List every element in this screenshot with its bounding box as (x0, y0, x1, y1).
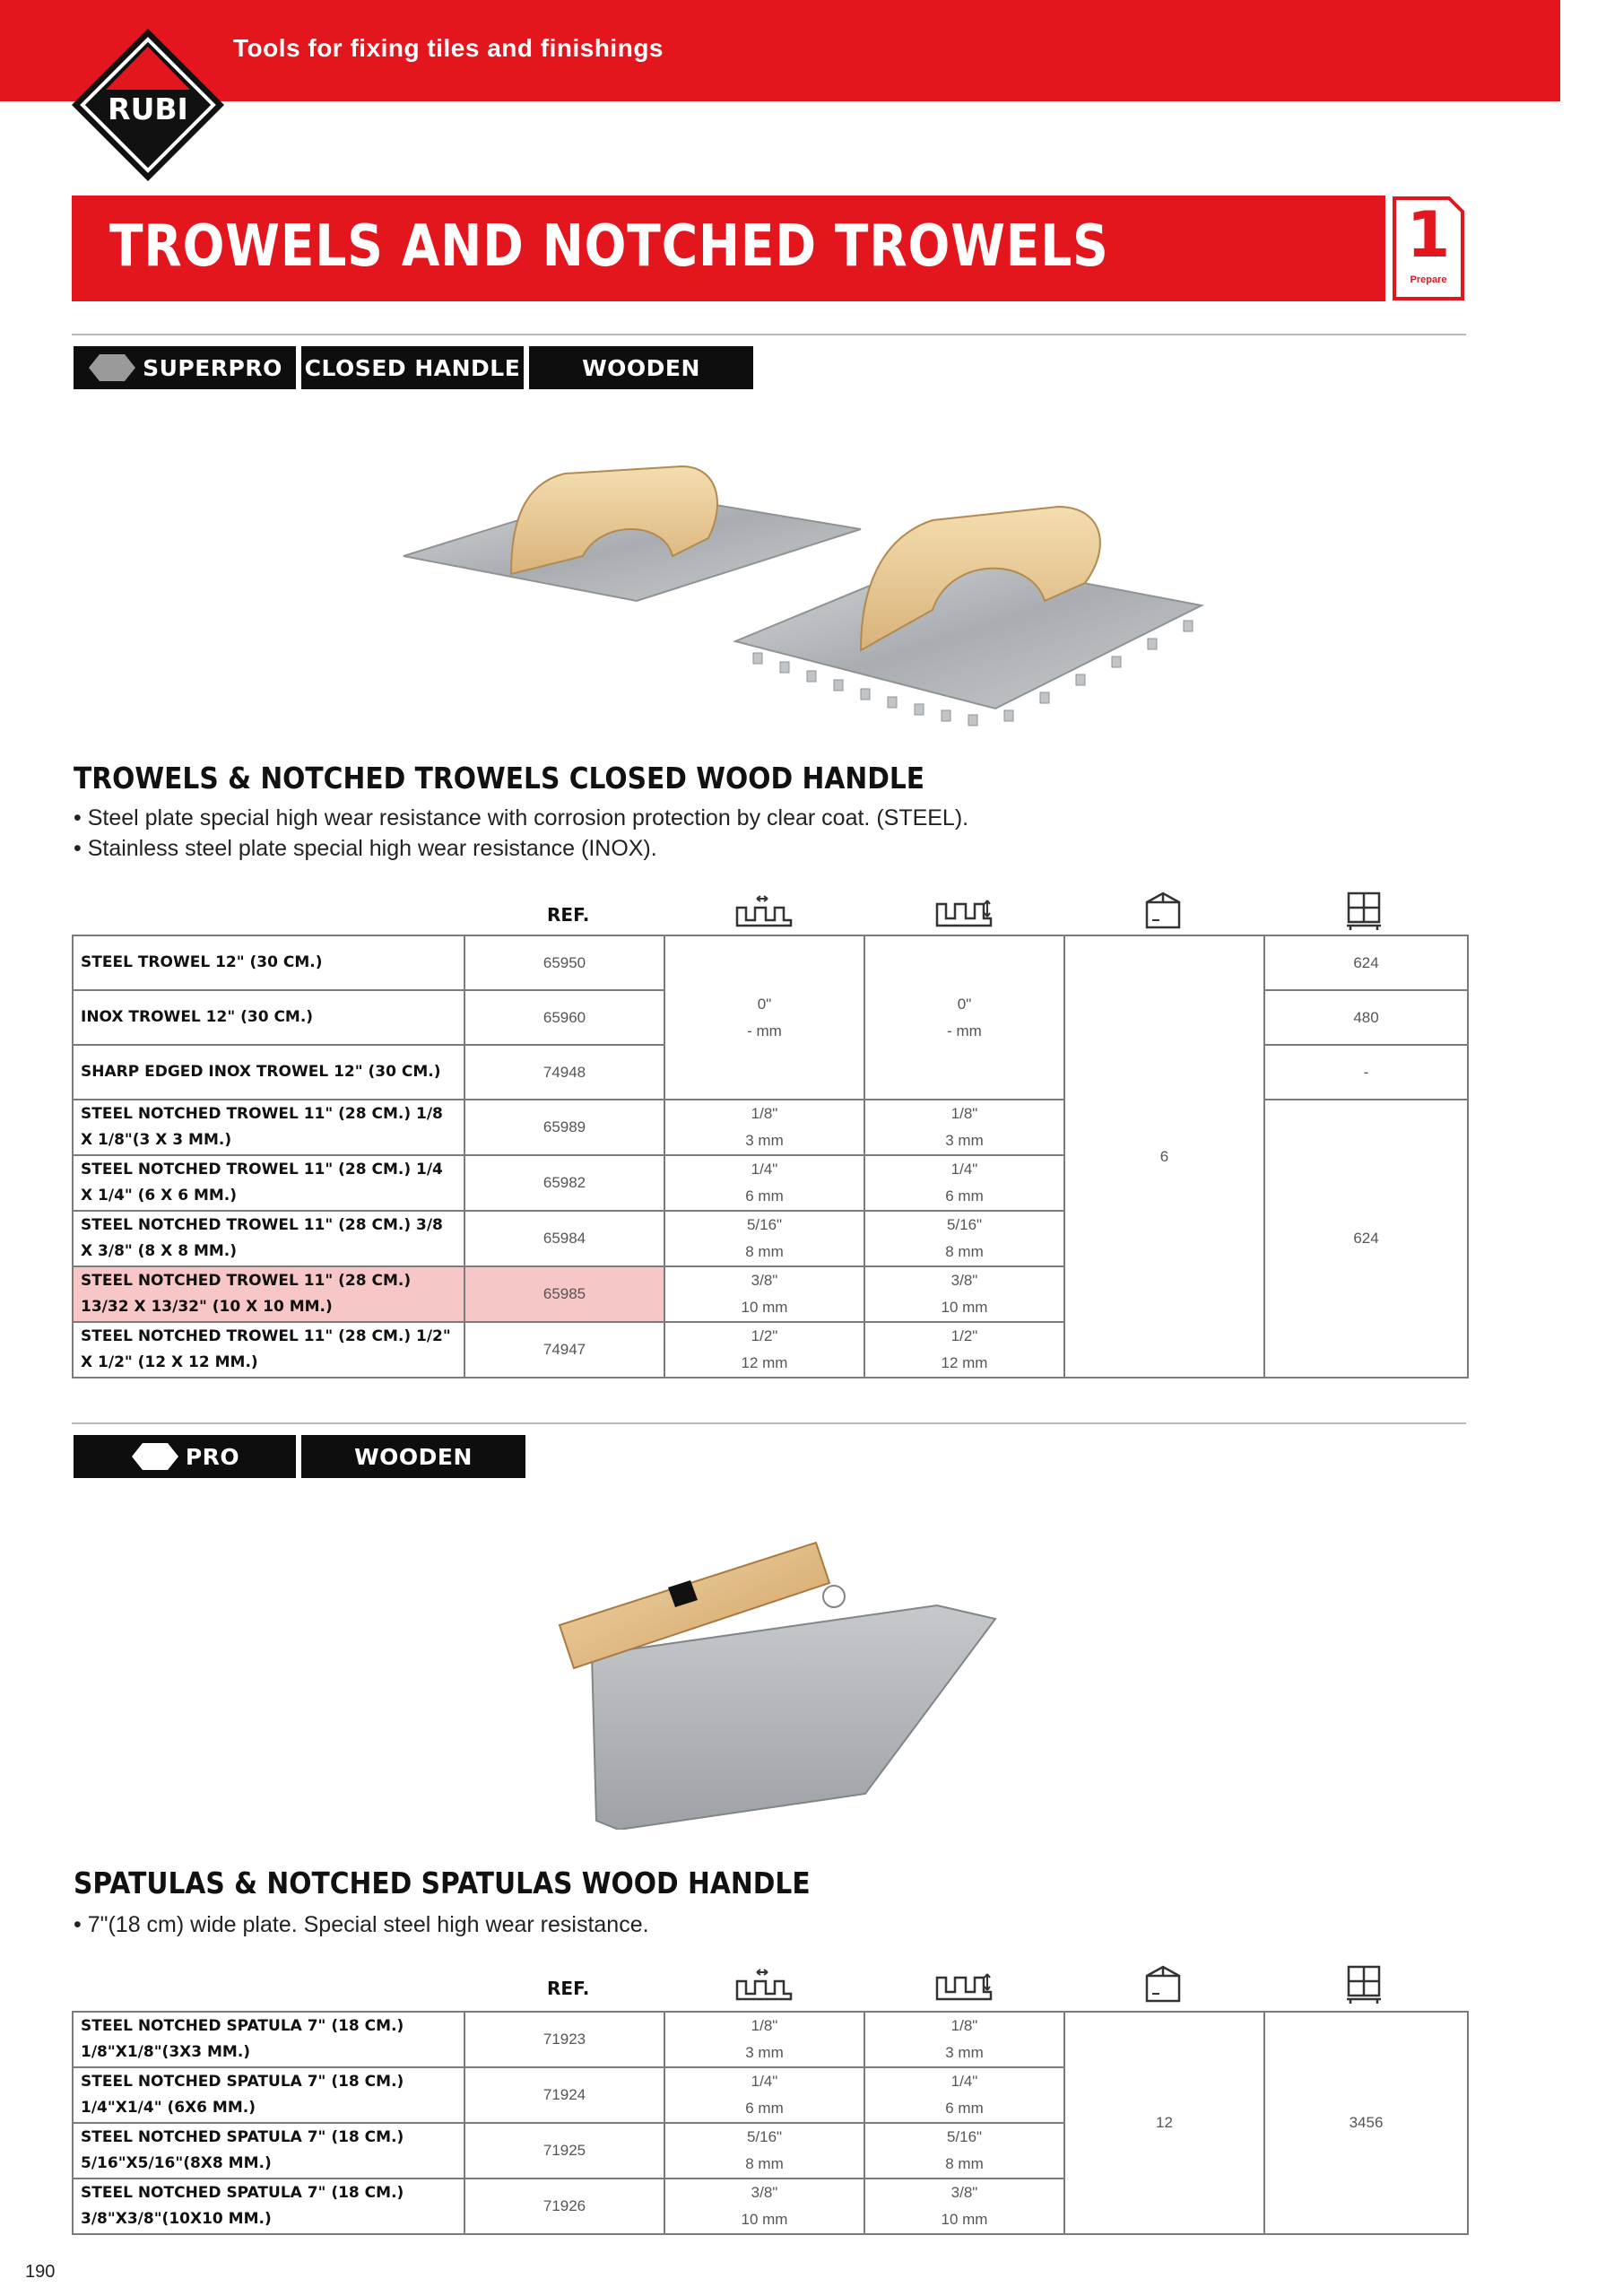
notch-depth-in: 3/8" (950, 2184, 978, 2201)
spatula-hole (823, 1586, 845, 1607)
category-title: Tools for fixing tiles and finishings (233, 34, 664, 62)
notch-width-mm: 3 mm (745, 1132, 784, 1149)
rubi-logo (70, 27, 227, 184)
tag-label: WOODEN (582, 354, 700, 381)
notch-width-in: 5/16" (746, 1216, 783, 1233)
notch-depth-cell (864, 935, 1064, 1100)
pallet-qty: 624 (1264, 935, 1468, 990)
product-name: STEEL NOTCHED TROWEL 11" (28 CM.) 13/32 X 13/32" (10 X 10 MM.) (73, 1266, 464, 1322)
product-name: INOX TROWEL 12" (30 CM.) (73, 990, 464, 1045)
page-number: 190 (25, 2262, 56, 2282)
notch-depth-in: 1/4" (950, 2073, 978, 2090)
notch-depth-cell (864, 1266, 1064, 1322)
notch-depth-in: 1/8" (950, 1105, 978, 1122)
product-name: STEEL NOTCHED TROWEL 11" (28 CM.) 1/2" X 1/2" (12 X 12 MM.) (73, 1322, 464, 1378)
notch-width-mm: 6 mm (745, 2100, 784, 2117)
product-ref: 71924 (464, 2067, 664, 2123)
tag-wooden (301, 1435, 525, 1478)
section1-title: TROWELS & NOTCHED TROWELS CLOSED WOOD HANDLE (74, 761, 925, 796)
section1-tags (74, 346, 755, 389)
box-qty: 6 (1064, 935, 1264, 1378)
pallet-qty: - (1264, 1045, 1468, 1100)
notch-width-cell (664, 935, 864, 1100)
pallet-qty: 3456 (1264, 2012, 1468, 2234)
table-row (73, 935, 1468, 990)
product-ref: 65960 (464, 990, 664, 1045)
tag-closed-handle (301, 346, 524, 389)
notch-depth-cell (864, 1100, 1064, 1155)
chapter-badge (1392, 196, 1465, 301)
tag-label: WOODEN (354, 1443, 473, 1470)
product-ref: 65950 (464, 935, 664, 990)
notch-depth-cell (864, 1155, 1064, 1211)
notch-width-cell (664, 2067, 864, 2123)
product-ref: 74947 (464, 1322, 664, 1378)
section1-bullet: • Stainless steel plate special high wear resistance (INOX). (74, 836, 657, 861)
trowels-spec-table (72, 935, 1469, 1378)
notch-depth-mm: - mm (947, 1022, 982, 1039)
product-name: STEEL NOTCHED TROWEL 11" (28 CM.) 1/8 X 1/8"(3 X 3 MM.) (73, 1100, 464, 1155)
tag-pro (74, 1435, 296, 1478)
pallet-units-icon (1345, 891, 1383, 931)
notch-width-in: 1/4" (751, 2073, 778, 2090)
pallet-units-icon (1345, 1965, 1383, 2005)
notch-width-mm: - mm (747, 1022, 782, 1039)
product-ref: 65984 (464, 1211, 664, 1266)
col-ref-header: REF. (547, 904, 590, 926)
notch-depth-in: 1/2" (950, 1327, 978, 1344)
section1-bullet: • Steel plate special high wear resistance with corrosion protection by clear coat. (STEEL). (74, 805, 969, 831)
product-name: SHARP EDGED INOX TROWEL 12" (30 CM.) (73, 1045, 464, 1100)
notch-depth-in: 3/8" (950, 1272, 978, 1289)
tag-label: CLOSED HANDLE (304, 354, 521, 381)
notch-width-mm: 10 mm (741, 1299, 788, 1316)
notch-width-cell (664, 1211, 864, 1266)
notch-width-mm: 10 mm (741, 2211, 788, 2228)
notch-width-cell (664, 2012, 864, 2067)
chapter-label: Prepare (1410, 274, 1447, 285)
product-ref: 71926 (464, 2179, 664, 2234)
section2-title: SPATULAS & NOTCHED SPATULAS WOOD HANDLE (74, 1866, 811, 1900)
notch-width-in: 3/8" (751, 1272, 778, 1289)
notch-depth-mm: 6 mm (945, 1187, 984, 1205)
product-name: STEEL NOTCHED TROWEL 11" (28 CM.) 1/4 X 1/4" (6 X 6 MM.) (73, 1155, 464, 1211)
spatula-product-image (547, 1507, 1013, 1830)
box-qty: 12 (1064, 2012, 1264, 2234)
notch-depth-mm: 10 mm (941, 1299, 988, 1316)
notch-width-mm: 3 mm (745, 2044, 784, 2061)
notch-width-in: 1/8" (751, 1105, 778, 1122)
notch-depth-in: 1/4" (950, 1161, 978, 1178)
notch-depth-cell (864, 2179, 1064, 2234)
notch-width-cell (664, 1155, 864, 1211)
notch-width-mm: 8 mm (745, 1243, 784, 1260)
tag-superpro (74, 346, 296, 389)
notch-width-icon (735, 1967, 794, 2003)
notch-width-cell (664, 1100, 864, 1155)
product-ref: 65982 (464, 1155, 664, 1211)
section2-tags (74, 1435, 531, 1478)
notch-depth-cell (864, 2067, 1064, 2123)
notch-depth-in: 0" (957, 995, 972, 1013)
page-title: TROWELS AND NOTCHED TROWELS (109, 213, 1109, 280)
notch-width-cell (664, 2123, 864, 2179)
pallet-qty: 624 (1264, 1100, 1468, 1378)
notch-width-mm: 8 mm (745, 2155, 784, 2172)
product-name: STEEL NOTCHED TROWEL 11" (28 CM.) 3/8 X 3/8" (8 X 8 MM.) (73, 1211, 464, 1266)
product-ref: 71925 (464, 2123, 664, 2179)
product-name: STEEL NOTCHED SPATULA 7" (18 CM.) 5/16"X5/16"(8X8 MM.) (73, 2123, 464, 2179)
notch-depth-mm: 10 mm (941, 2211, 988, 2228)
notch-width-cell (664, 1322, 864, 1378)
tag-label: PRO (185, 1443, 240, 1470)
notch-depth-mm: 8 mm (945, 1243, 984, 1260)
notch-width-in: 0" (757, 995, 772, 1013)
tag-wooden (529, 346, 753, 389)
notch-width-in: 1/4" (751, 1161, 778, 1178)
product-name: STEEL NOTCHED SPATULA 7" (18 CM.) 1/4"X1/4" (6X6 MM.) (73, 2067, 464, 2123)
notch-width-mm: 6 mm (745, 1187, 784, 1205)
notch-depth-in: 5/16" (946, 1216, 983, 1233)
notch-depth-cell (864, 2012, 1064, 2067)
section-divider (72, 1422, 1466, 1424)
notch-width-in: 5/16" (746, 2128, 783, 2145)
notch-width-cell (664, 1266, 864, 1322)
notch-width-mm: 12 mm (741, 1354, 788, 1371)
product-ref: 71923 (464, 2012, 664, 2067)
notch-depth-cell (864, 2123, 1064, 2179)
notch-depth-mm: 3 mm (945, 1132, 984, 1149)
notch-depth-icon (935, 1967, 994, 2003)
product-ref: 65985 (464, 1266, 664, 1322)
trowels-product-image (377, 422, 1228, 753)
logo-brand-text: RUBI (108, 91, 188, 126)
notch-depth-cell (864, 1211, 1064, 1266)
notch-depth-cell (864, 1322, 1064, 1378)
notch-depth-mm: 12 mm (941, 1354, 988, 1371)
notch-depth-icon (935, 893, 994, 929)
notch-width-in: 1/2" (751, 1327, 778, 1344)
notch-depth-mm: 6 mm (945, 2100, 984, 2117)
product-name: STEEL NOTCHED SPATULA 7" (18 CM.) 3/8"X3/8"(10X10 MM.) (73, 2179, 464, 2234)
notch-depth-mm: 3 mm (945, 2044, 984, 2061)
pallet-qty: 480 (1264, 990, 1468, 1045)
notch-width-cell (664, 2179, 864, 2234)
notch-width-in: 1/8" (751, 2017, 778, 2034)
notch-depth-in: 5/16" (946, 2128, 983, 2145)
superpro-icon (87, 352, 137, 383)
product-ref: 65989 (464, 1100, 664, 1155)
product-ref: 74948 (464, 1045, 664, 1100)
spatulas-spec-table (72, 2011, 1469, 2235)
notch-depth-in: 1/8" (950, 2017, 978, 2034)
product-name: STEEL TROWEL 12" (30 CM.) (73, 935, 464, 990)
notch-width-in: 3/8" (751, 2184, 778, 2201)
tag-label: SUPERPRO (143, 354, 282, 381)
section-divider (72, 334, 1466, 335)
box-units-icon (1143, 1963, 1183, 2005)
table-row (73, 2012, 1468, 2067)
col-ref-header: REF. (547, 1978, 590, 1999)
section2-bullet: • 7"(18 cm) wide plate. Special steel high wear resistance. (74, 1912, 649, 1937)
chapter-number: 1 (1406, 198, 1451, 272)
product-name: STEEL NOTCHED SPATULA 7" (18 CM.) 1/8"X1/8"(3X3 MM.) (73, 2012, 464, 2067)
box-units-icon (1143, 890, 1183, 931)
notch-width-icon (735, 893, 794, 929)
notch-depth-mm: 8 mm (945, 2155, 984, 2172)
notched-trowel-plate (735, 556, 1202, 709)
pro-icon (130, 1441, 180, 1472)
